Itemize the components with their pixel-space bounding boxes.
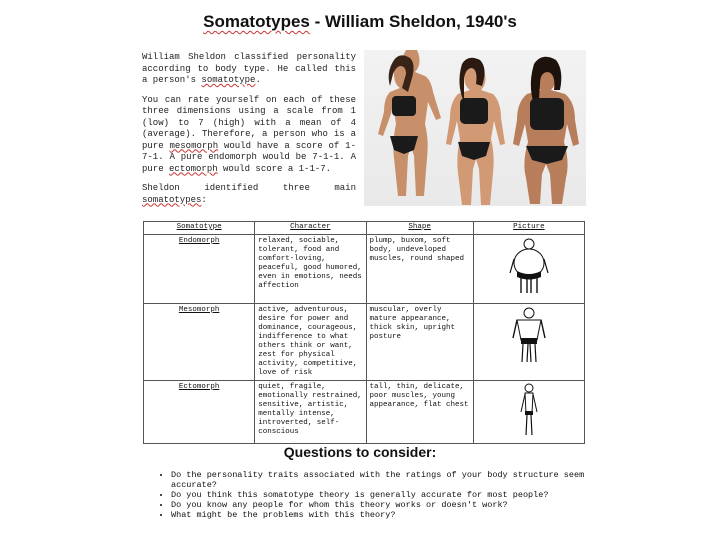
row-shape: plump, buxom, soft body, undeveloped muscles, round shaped	[366, 235, 473, 304]
ectomorph-picture	[473, 381, 584, 444]
row-shape: muscular, overly mature appearance, thick skin, upright posture	[366, 304, 473, 381]
term-ectomorph: ectomorph	[169, 163, 218, 174]
intro-paragraph-3	[142, 183, 356, 206]
header-character: Character	[255, 222, 366, 235]
endomorph-picture	[473, 235, 584, 304]
somatotype-table	[143, 221, 585, 444]
row-character: active, adventurous, desire for power and dominance, courageous, indifference to what others think or want, zest for physical activity, competitive, love of risk	[255, 304, 366, 381]
term-somatotypes: somatotypes	[142, 194, 202, 205]
header-shape: Shape	[366, 222, 473, 235]
photo-figure-left	[378, 50, 441, 196]
term-mesomorph: mesomorph	[169, 140, 219, 151]
intro-paragraph-2	[142, 95, 356, 176]
intro-p3-end: :	[201, 194, 207, 205]
intro-text	[142, 52, 356, 214]
table-header-row	[144, 222, 585, 235]
row-name: Mesomorph	[144, 304, 255, 381]
intro-p2-end: would score a 1-1-7.	[217, 163, 332, 174]
intro-p3-text: Sheldon identified three main	[142, 183, 356, 193]
table-row-endomorph	[144, 235, 585, 304]
question-item: • Do the personality traits associated with the ratings of your body structure seem accurate?	[171, 470, 591, 490]
question-item: • Do you know any people for whom this theory works or doesn't work?	[171, 500, 591, 510]
row-character: relaxed, sociable, tolerant, food and comfort-loving, peaceful, good humored, even in emotions, needs affection	[255, 235, 366, 304]
intro-p2-mid: would have a score of 1-7-1. A pure endomorph would be 7-1-1. A pure	[142, 140, 356, 174]
intro-p2-text: You can rate yourself on each of these three dimensions using a scale from 1 (low) to 7 (high) with a mean of 4 (average). Therefore, a person who is a pure	[142, 94, 356, 151]
row-character: quiet, fragile, emotionally restrained, sensitive, artistic, mentally intense, introverted, self-conscious	[255, 381, 366, 444]
photo-figure-middle	[446, 58, 505, 205]
mesomorph-picture	[473, 304, 584, 381]
title-main: Somatotypes	[203, 12, 310, 31]
table-row-mesomorph	[144, 304, 585, 381]
question-item: • Do you think this somatotype theory is generally accurate for most people?	[171, 490, 591, 500]
questions-list	[155, 470, 591, 520]
row-shape: tall, thin, delicate, poor muscles, young appearance, flat chest	[366, 381, 473, 444]
row-name: Endomorph	[144, 235, 255, 304]
three-women-photo	[364, 50, 586, 206]
term-somatotype: somatotype	[201, 75, 256, 85]
question-item: • What might be the problems with this theory?	[171, 510, 591, 520]
title-rest: - William Sheldon, 1940's	[309, 12, 517, 31]
photo-figure-right	[513, 57, 579, 204]
header-picture: Picture	[473, 222, 584, 235]
intro-p1-text: William Sheldon classified personality according to body type. He called this a person's	[142, 52, 356, 85]
table-row-ectomorph	[144, 381, 585, 444]
intro-paragraph-1	[142, 52, 356, 87]
header-somatotype: Somatotype	[144, 222, 255, 235]
intro-p1-end: .	[255, 75, 261, 85]
questions-title: Questions to consider:	[283, 444, 437, 460]
row-name: Ectomorph	[144, 381, 255, 444]
page-title	[0, 12, 720, 32]
